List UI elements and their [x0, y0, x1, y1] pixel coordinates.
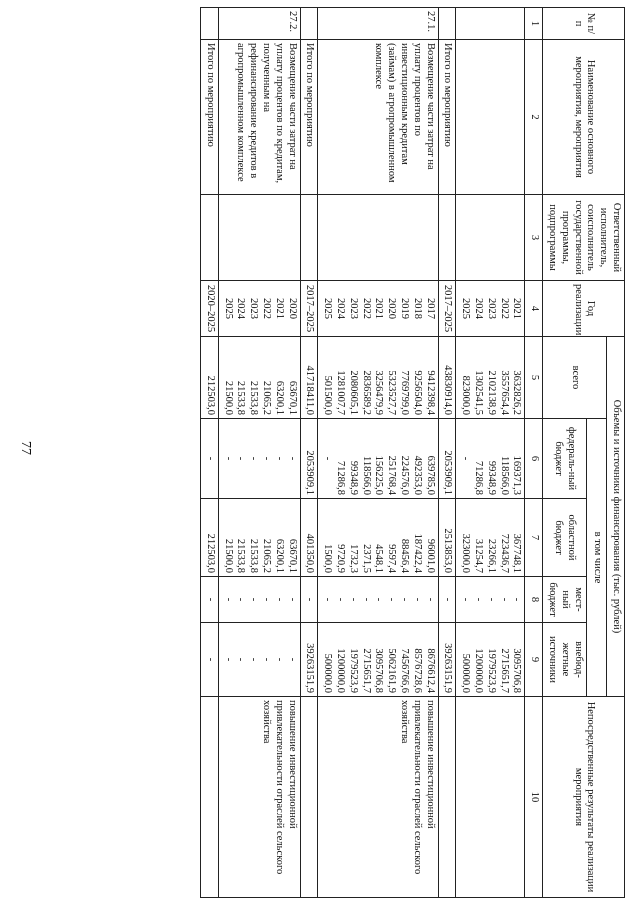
cell-total: 43830914,0 — [438, 337, 456, 419]
column-number-row — [525, 8, 543, 898]
cell-offbudget: 39263151,9 — [300, 623, 318, 697]
cell-federal: - — [201, 419, 219, 499]
cell-result: повышение инвестиционной привлекательности отраслей сельского хозяйства — [218, 697, 300, 898]
column-number: 7 — [525, 499, 543, 577]
cell-name — [456, 40, 525, 195]
header-row-1 — [607, 8, 625, 898]
cell-num — [201, 8, 219, 40]
cell-years: 2021 2022 2023 2024 2025 — [456, 281, 525, 337]
cell-offbudget: 39263151,9 — [438, 623, 456, 697]
cell-total-label: Итого по мероприятию — [201, 40, 219, 195]
cell-responsible — [456, 195, 525, 281]
cell-local: - — [201, 577, 219, 623]
header-year: Год реализации — [543, 281, 625, 337]
cell-regional: 96001,0 187422,4 88456,4 9597,4 4548,1 2371,5 1732,3 9720,9 1500,0 — [318, 499, 438, 577]
cell-local: - — [438, 577, 456, 623]
header-regional: областной бюджет — [543, 499, 586, 577]
cell-regional: 63670,1 63200,1 21065,2 21533,8 21533,8 21500,0 — [218, 499, 300, 577]
column-number: 9 — [525, 623, 543, 697]
cell-total: 9412398,4 9256504,0 7769799,0 5323527,7 3256479,9 2836589,2 2080605,1 1281007,7 501500,0 — [318, 337, 438, 419]
column-number: 10 — [525, 697, 543, 898]
cell-federal: 639785,0 492353,0 224576,0 251768,4 156225,0 118566,0 99348,9 71286,8 - — [318, 419, 438, 499]
cell-responsible — [438, 195, 456, 281]
cell-years: 2017 2018 2019 2020 2021 2022 2023 2024 2025 — [318, 281, 438, 337]
cell-local: - - - - - - - - - — [318, 577, 438, 623]
cell-result — [438, 697, 456, 898]
cell-local: - - - - - — [456, 577, 525, 623]
cell-local: - - - - - - — [218, 577, 300, 623]
cell-total: 212503,0 — [201, 337, 219, 419]
cell-total: 63670,1 63200,1 21065,2 21533,8 21533,8 21500,0 — [218, 337, 300, 419]
header-local: мест-ный бюджет — [543, 577, 586, 623]
header-name: Наименование основного мероприятия, мероприятия — [543, 40, 625, 195]
cell-offbudget: - — [201, 623, 219, 697]
header-financing: Объемы и источники финансирования (тыс. рублей) — [607, 337, 625, 697]
header-num: № п/п — [543, 8, 625, 40]
cell-federal: 2053909,1 — [438, 419, 456, 499]
cell-regional: 212503,0 — [201, 499, 219, 577]
cell-result — [456, 697, 525, 898]
header-offbudget: внебюд-жетные источники — [543, 623, 586, 697]
cell-responsible — [218, 195, 300, 281]
cell-responsible — [318, 195, 438, 281]
cell-result — [300, 697, 318, 898]
cell-years: 2020–2025 — [201, 281, 219, 337]
cell-offbudget: 8676612,4 8576728,6 7456766,6 5062161,9 3095706,8 2715651,7 1979523,9 1200000,0 500000,0 — [318, 623, 438, 697]
cell-offbudget: - - - - - - — [218, 623, 300, 697]
cell-num — [300, 8, 318, 40]
cell-result — [201, 697, 219, 898]
cell-years: 2017–2025 — [438, 281, 456, 337]
column-number: 2 — [525, 40, 543, 195]
column-number: 6 — [525, 419, 543, 499]
cell-local: - — [300, 577, 318, 623]
cell-regional: 367748,1 723436,7 23266,1 31254,7 323000,0 — [456, 499, 525, 577]
cell-years: 2017–2025 — [300, 281, 318, 337]
column-number: 3 — [525, 195, 543, 281]
cell-offbudget: 3095706,8 2715651,7 1979523,9 1200000,0 500000,0 — [456, 623, 525, 697]
column-number: 5 — [525, 337, 543, 419]
cell-total-label: Итого по мероприятию — [438, 40, 456, 195]
cell-num: 27.1. — [318, 8, 438, 40]
cell-federal: - - - - - - — [218, 419, 300, 499]
column-number: 1 — [525, 8, 543, 40]
column-number: 4 — [525, 281, 543, 337]
header-including: в том числе — [586, 419, 607, 697]
cell-responsible — [201, 195, 219, 281]
cell-regional: 2513853,0 — [438, 499, 456, 577]
cell-name: Возмещение части затрат на уплату процентов по кредитам, полученным на рефинансирование кредитов в агропромышленном комплексе — [218, 40, 300, 195]
cell-total-label: Итого по мероприятию — [300, 40, 318, 195]
cell-federal: 2053909,1 — [300, 419, 318, 499]
financing-table — [200, 7, 625, 898]
table-row-continuation — [456, 8, 525, 898]
cell-num: 27.2. — [218, 8, 300, 40]
header-total: всего — [543, 337, 607, 419]
cell-total: 3632826,2 3557654,4 2102138,9 1302541,5 823000,0 — [456, 337, 525, 419]
cell-total: 41718411,0 — [300, 337, 318, 419]
cell-federal: 169371,3 118566,0 99348,9 71286,8 - — [456, 419, 525, 499]
table-row-27-1 — [318, 8, 438, 898]
table-row-27-2 — [218, 8, 300, 898]
table-row-total — [300, 8, 318, 898]
cell-num — [438, 8, 456, 40]
table-row-total — [438, 8, 456, 898]
table-row-total — [201, 8, 219, 898]
cell-regional: 401350,0 — [300, 499, 318, 577]
page-number: 77 — [18, 441, 33, 455]
cell-num — [456, 8, 525, 40]
financing-table-container — [15, 7, 625, 897]
cell-result: повышение инвестиционной привлекательности отраслей сельского хозяйства — [318, 697, 438, 898]
cell-years: 2020 2021 2022 2023 2024 2025 — [218, 281, 300, 337]
header-federal: федераль-ный бюджет — [543, 419, 586, 499]
cell-name: Возмещение части затрат на уплату процентов по инвестиционным кредитам (займам) в агропромышленном комплексе — [318, 40, 438, 195]
header-results: Непосредственные результаты реализации мероприятия — [543, 697, 625, 898]
cell-responsible — [300, 195, 318, 281]
header-responsible: Ответственный исполнитель, соисполнитель государственной программы, подпрограммы — [543, 195, 625, 281]
column-number: 8 — [525, 577, 543, 623]
